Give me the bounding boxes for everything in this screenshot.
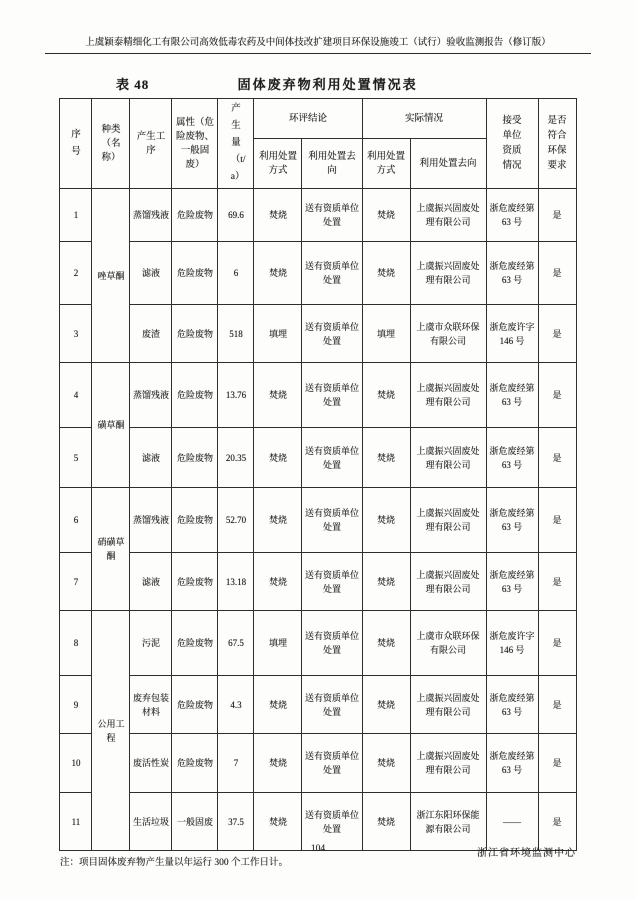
cell-process: 废活性炭	[130, 734, 172, 793]
cell-serial: 8	[60, 611, 92, 676]
header-amount: 产生量（t/a）	[218, 99, 254, 189]
cell-actual-destination: 上虞振兴固废处理有限公司	[410, 553, 486, 611]
cell-serial: 4	[60, 363, 92, 428]
cell-compliance: 是	[538, 189, 576, 242]
cell-amount: 37.5	[218, 793, 254, 851]
header-qualification: 接受单位资质情况	[486, 99, 538, 189]
table-row	[60, 676, 576, 734]
cell-actual-destination: 上虞市众联环保有限公司	[410, 305, 486, 363]
table-row	[60, 428, 576, 488]
cell-eia-method: 焚烧	[254, 363, 302, 428]
table-row	[60, 242, 576, 305]
cell-actual-method: 焚烧	[362, 488, 410, 553]
cell-serial: 5	[60, 428, 92, 488]
header-compliance: 是否符合环保要求	[538, 99, 576, 189]
cell-attribute: 危险废物	[172, 553, 218, 611]
cell-eia-destination: 送有资质单位处置	[302, 793, 362, 851]
cell-serial: 1	[60, 189, 92, 242]
page-footer	[0, 844, 636, 860]
cell-compliance: 是	[538, 488, 576, 553]
table-row	[60, 553, 576, 611]
header-category: 种类（名称）	[92, 99, 130, 189]
cell-serial: 6	[60, 488, 92, 553]
cell-compliance: 是	[538, 734, 576, 793]
cell-actual-method: 焚烧	[362, 553, 410, 611]
cell-actual-destination: 上虞振兴固废处理有限公司	[410, 488, 486, 553]
cell-amount: 20.35	[218, 428, 254, 488]
cell-actual-method: 填埋	[362, 305, 410, 363]
cell-eia-method: 焚烧	[254, 242, 302, 305]
running-head: 上虞颖泰精细化工有限公司高效低毒农药及中间体技改扩建项目环保设施竣工（试行）验收监测报告（修订版）	[45, 36, 591, 54]
cell-attribute: 危险废物	[172, 488, 218, 553]
cell-process: 蒸馏残液	[130, 488, 172, 553]
cell-actual-destination: 浙江东阳环保能源有限公司	[410, 793, 486, 851]
cell-amount: 13.18	[218, 553, 254, 611]
cell-qualification: 浙危废许字 146 号	[486, 611, 538, 676]
cell-eia-destination: 送有资质单位处置	[302, 363, 362, 428]
cell-serial: 9	[60, 676, 92, 734]
cell-compliance: 是	[538, 363, 576, 428]
cell-actual-destination: 上虞振兴固废处理有限公司	[410, 676, 486, 734]
cell-compliance: 是	[538, 611, 576, 676]
cell-eia-destination: 送有资质单位处置	[302, 305, 362, 363]
table-number-label: 表 48	[116, 77, 150, 92]
table-title: 固体废弃物利用处置情况表	[237, 77, 418, 92]
cell-serial: 10	[60, 734, 92, 793]
cell-eia-destination: 送有资质单位处置	[302, 242, 362, 305]
cell-process: 废弃包装材料	[130, 676, 172, 734]
header-actual-group: 实际情况	[362, 99, 486, 139]
header-actual-method: 利用处置方式	[362, 139, 410, 189]
cell-serial: 7	[60, 553, 92, 611]
cell-amount: 7	[218, 734, 254, 793]
table-body	[60, 189, 576, 851]
cell-attribute: 危险废物	[172, 428, 218, 488]
cell-actual-method: 焚烧	[362, 676, 410, 734]
header-eia-group: 环评结论	[254, 99, 362, 139]
cell-process: 滤液	[130, 242, 172, 305]
cell-qualification: 浙危废许字 146 号	[486, 305, 538, 363]
cell-eia-method: 焚烧	[254, 553, 302, 611]
header-actual-destination: 利用处置去向	[410, 139, 486, 189]
cell-eia-destination: 送有资质单位处置	[302, 428, 362, 488]
cell-eia-method: 焚烧	[254, 793, 302, 851]
cell-eia-method: 焚烧	[254, 676, 302, 734]
cell-qualification: 浙危废经第 63 号	[486, 363, 538, 428]
cell-eia-method: 焚烧	[254, 189, 302, 242]
cell-actual-method: 焚烧	[362, 734, 410, 793]
solid-waste-table	[59, 98, 576, 851]
cell-qualification: 浙危废经第 63 号	[486, 488, 538, 553]
cell-process: 蒸馏残液	[130, 189, 172, 242]
table-row	[60, 611, 576, 676]
cell-compliance: 是	[538, 793, 576, 851]
table-row	[60, 189, 576, 242]
cell-process: 滤液	[130, 428, 172, 488]
cell-eia-method: 填埋	[254, 611, 302, 676]
table-row	[60, 363, 576, 428]
cell-compliance: 是	[538, 428, 576, 488]
table-header	[60, 99, 576, 189]
cell-attribute: 危险废物	[172, 363, 218, 428]
table-row	[60, 488, 576, 553]
page-number: 104	[310, 844, 326, 854]
cell-category: 硝磺草酮	[92, 488, 130, 611]
cell-process: 废渣	[130, 305, 172, 363]
cell-amount: 13.76	[218, 363, 254, 428]
header-process: 产生工序	[130, 99, 172, 189]
cell-qualification: ——	[486, 793, 538, 851]
cell-attribute: 危险废物	[172, 305, 218, 363]
table-row	[60, 734, 576, 793]
cell-actual-method: 焚烧	[362, 428, 410, 488]
table-row	[60, 793, 576, 851]
cell-eia-destination: 送有资质单位处置	[302, 676, 362, 734]
cell-compliance: 是	[538, 242, 576, 305]
cell-compliance: 是	[538, 676, 576, 734]
cell-eia-method: 焚烧	[254, 734, 302, 793]
cell-serial: 3	[60, 305, 92, 363]
cell-actual-method: 焚烧	[362, 363, 410, 428]
cell-serial: 2	[60, 242, 92, 305]
cell-amount: 69.6	[218, 189, 254, 242]
cell-actual-destination: 上虞市众联环保有限公司	[410, 611, 486, 676]
cell-process: 污泥	[130, 611, 172, 676]
cell-actual-method: 焚烧	[362, 189, 410, 242]
cell-actual-destination: 上虞振兴固废处理有限公司	[410, 189, 486, 242]
cell-attribute: 危险废物	[172, 611, 218, 676]
cell-qualification: 浙危废经第 63 号	[486, 428, 538, 488]
cell-amount: 52.70	[218, 488, 254, 553]
cell-serial: 11	[60, 793, 92, 851]
header-eia-method: 利用处置方式	[254, 139, 302, 189]
cell-eia-destination: 送有资质单位处置	[302, 189, 362, 242]
cell-qualification: 浙危废经第 63 号	[486, 553, 538, 611]
cell-attribute: 一般固废	[172, 793, 218, 851]
table-footnote: 注：项目固体废弃物产生量以年运行 300 个工作日计。	[60, 858, 289, 868]
cell-eia-method: 填埋	[254, 305, 302, 363]
cell-actual-method: 焚烧	[362, 242, 410, 305]
cell-actual-destination: 上虞振兴固废处理有限公司	[410, 242, 486, 305]
cell-eia-destination: 送有资质单位处置	[302, 734, 362, 793]
cell-amount: 67.5	[218, 611, 254, 676]
cell-category: 唑草酮	[92, 189, 130, 363]
cell-category: 磺草酮	[92, 363, 130, 488]
cell-category: 公用工程	[92, 611, 130, 851]
cell-amount: 4.3	[218, 676, 254, 734]
cell-process: 蒸馏残液	[130, 363, 172, 428]
cell-actual-method: 焚烧	[362, 793, 410, 851]
cell-attribute: 危险废物	[172, 242, 218, 305]
cell-attribute: 危险废物	[172, 676, 218, 734]
cell-eia-method: 焚烧	[254, 488, 302, 553]
cell-attribute: 危险废物	[172, 189, 218, 242]
header-attribute: 属性（危险废物、一般固废）	[172, 99, 218, 189]
cell-attribute: 危险废物	[172, 734, 218, 793]
cell-process: 生活垃圾	[130, 793, 172, 851]
cell-compliance: 是	[538, 553, 576, 611]
cell-qualification: 浙危废经第 63 号	[486, 242, 538, 305]
cell-eia-destination: 送有资质单位处置	[302, 553, 362, 611]
cell-actual-destination: 上虞振兴固废处理有限公司	[410, 363, 486, 428]
cell-actual-destination: 上虞振兴固废处理有限公司	[410, 428, 486, 488]
cell-compliance: 是	[538, 305, 576, 363]
cell-actual-method: 焚烧	[362, 611, 410, 676]
cell-qualification: 浙危废经第 63 号	[486, 189, 538, 242]
header-eia-destination: 利用处置去向	[302, 139, 362, 189]
cell-actual-destination: 上虞振兴固废处理有限公司	[410, 734, 486, 793]
table-caption	[60, 74, 576, 93]
cell-amount: 518	[218, 305, 254, 363]
cell-eia-destination: 送有资质单位处置	[302, 488, 362, 553]
header-serial: 序号	[60, 99, 92, 189]
footer-organization: 浙江省环境监测中心	[477, 848, 576, 859]
cell-eia-method: 焚烧	[254, 428, 302, 488]
cell-eia-destination: 送有资质单位处置	[302, 611, 362, 676]
table-row	[60, 305, 576, 363]
cell-qualification: 浙危废经第 63 号	[486, 676, 538, 734]
cell-process: 滤液	[130, 553, 172, 611]
cell-amount: 6	[218, 242, 254, 305]
cell-qualification: 浙危废经第 63 号	[486, 734, 538, 793]
